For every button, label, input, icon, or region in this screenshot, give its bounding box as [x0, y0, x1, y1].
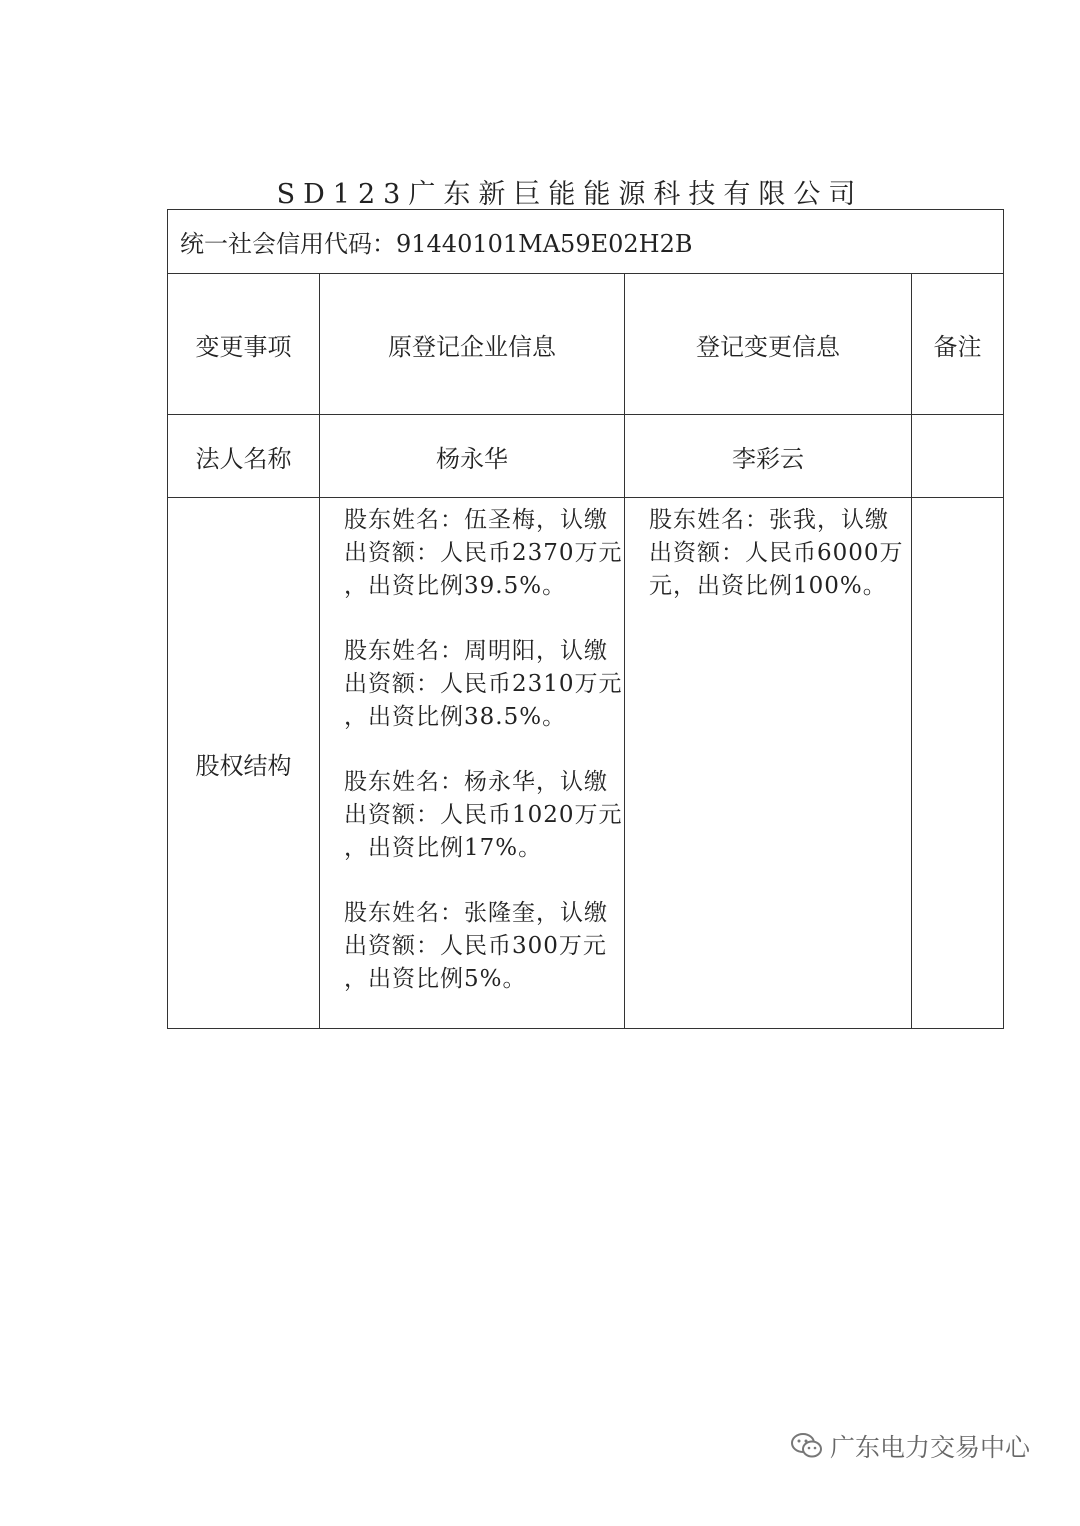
- registration-change-table: [167, 209, 1004, 1029]
- header-changed: 登记变更信息: [625, 274, 912, 415]
- shareholder-entry: 股东姓名：张我，认缴 出资额：人民币6000万 元，出资比例100%。: [649, 507, 904, 599]
- header-original: 原登记企业信息: [320, 274, 625, 415]
- legal-rep-remarks: [912, 415, 1004, 498]
- equity-remarks: [912, 498, 1004, 1029]
- table-header-row: [168, 274, 1004, 415]
- legal-rep-changed: 李彩云: [625, 415, 912, 498]
- wechat-icon: [790, 1431, 824, 1461]
- shareholder-entry: 股东姓名：杨永华，认缴 出资额：人民币1020万元 ，出资比例17%。: [344, 769, 623, 861]
- legal-rep-original: 杨永华: [320, 415, 625, 498]
- shareholder-entry: 股东姓名：周明阳，认缴 出资额：人民币2310万元 ，出资比例38.5%。: [344, 638, 623, 730]
- legal-rep-label: 法人名称: [168, 415, 320, 498]
- shareholder-entry: 股东姓名：伍圣梅，认缴 出资额：人民币2370万元 ，出资比例39.5%。: [344, 507, 623, 599]
- watermark-text: 广东电力交易中心: [830, 1433, 1031, 1462]
- equity-label: 股权结构: [168, 498, 320, 1029]
- header-item: 变更事项: [168, 274, 320, 415]
- credit-code: 统一社会信用代码：91440101MA59E02H2B: [168, 210, 1004, 274]
- shareholder-entry: 股东姓名：张隆奎，认缴 出资额：人民币300万元 ，出资比例5%。: [344, 900, 608, 992]
- equity-changed: [625, 498, 912, 1029]
- table-row: [168, 498, 1004, 1029]
- equity-original: [320, 498, 625, 1029]
- watermark: [790, 1428, 1030, 1464]
- document-title: SD123广东新巨能能源科技有限公司: [276, 179, 864, 210]
- header-remarks: 备注: [912, 274, 1004, 415]
- table-row: [168, 415, 1004, 498]
